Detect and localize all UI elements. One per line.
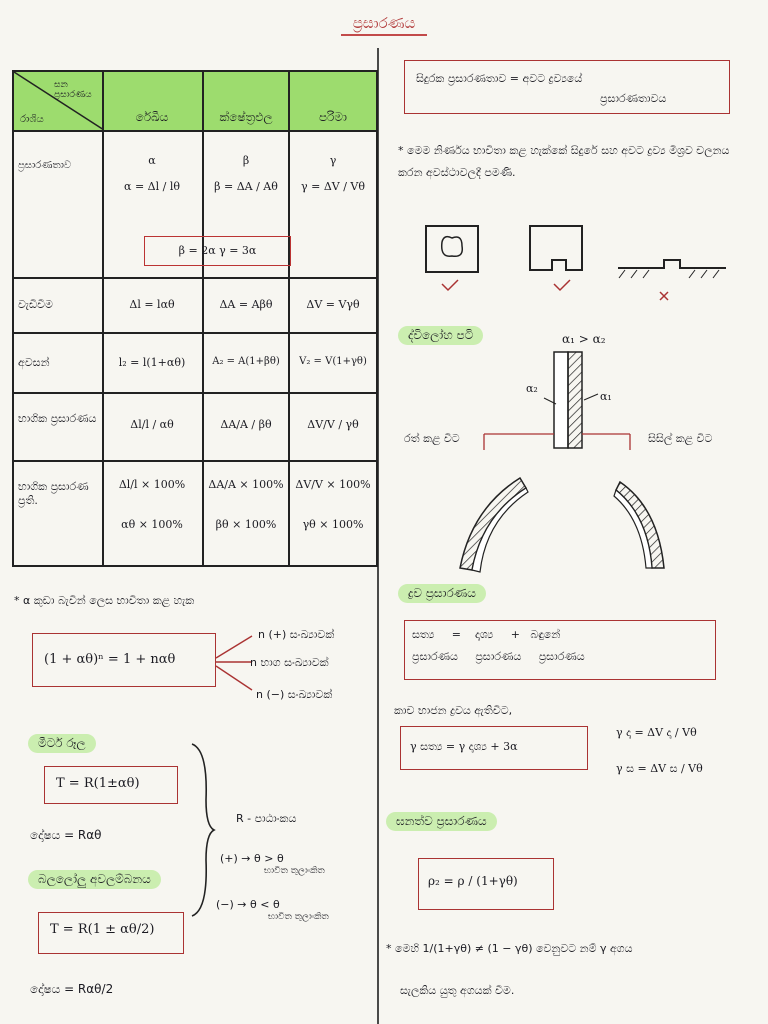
cell-gamma-formula: γ = ΔV / Vθ [301,180,365,193]
alpha-2-label: α₂ [526,382,538,395]
row-label-increase: වැඩිවීම [18,298,53,311]
heated-label: රත් කළ විට [404,432,460,445]
meter-rule-label: මීටර් රූල [28,734,96,753]
pendulum-formula: T = R(1 ± αθ/2) [50,922,155,937]
gamma-apparent: γ දෘ = ΔV දෘ / Vθ [616,726,697,739]
plus-case: (+) → θ > θ [220,852,284,865]
cell-linear-final: l₂ = l(1+αθ) [118,356,186,369]
n-fraction: n භාග සංඛ්‍යාවක් [250,656,329,669]
cell-beta-formula: β = ΔA / Aθ [214,180,278,193]
hollow-note: * මෙම නිර්ණය භාවිතා කළ හැක්කේ සිදුරේ සහ අවට ද්‍රව්‍ය මිශ්‍රව චලනය කරන අවස්ථාවලදී පමණි. [398,144,730,179]
liquid-expansion-label: ද්‍රව ප්‍රසාරණය [398,584,486,603]
cell-area-fractional: ΔA/A / βθ [220,418,272,431]
density-label: ඝනත්ව ප්‍රසාරණය [386,812,497,831]
bimetal-label: ද්විලෝහ පටි [398,326,483,345]
cell-linear-fractional: Δl/l / αθ [130,418,174,431]
cell-volume-increase: ΔV = Vγθ [306,298,360,311]
bent-strips [440,468,730,574]
cell-area-pct: ΔA/A × 100% [208,478,284,491]
cell-alpha-formula: α = Δl / lθ [124,180,180,193]
n-positive: n (+) සංඛ්‍යාවක් [258,628,335,641]
final-note-2: සැලකිය යුතු අගයක් වීම. [400,984,515,997]
cell-area-increase: ΔA = Aβθ [219,298,273,311]
hollow-box-line-2: ප්‍රසාරණතාවය [600,92,667,105]
alpha-note: * α කුඩා බැවින් ලෙස භාවිතා කළ හැක [14,594,195,607]
cell-area-pct2: βθ × 100% [215,518,277,531]
row-label-coefficient: ප්‍රසාරණතාව [18,160,72,171]
n-negative: n (−) සංඛ්‍යාවක් [256,688,333,701]
cell-alpha: α [148,154,156,167]
cell-linear-pct2: αθ × 100% [121,518,183,531]
gamma-real: γ ස = ΔV ස / Vθ [616,762,703,775]
minus-sub: භාවිත තුලාංකිත [268,912,329,922]
row-label-final: අවසන් [18,356,50,369]
cell-volume-pct2: γθ × 100% [302,518,364,531]
error-1: දෝෂය = Rαθ [30,828,102,842]
row-label-percentage: භාගික ප්‍රසාරණ ප්‍රති. [18,480,89,507]
vessel-note: කාච භාජන ද්‍රවය ඇතිවිට, [394,704,513,717]
relation-box: β = 2α γ = 3α [144,236,291,266]
row-label-fractional: භාගික ප්‍රසාරණය [18,412,97,425]
final-note-1: * මෙහි 1/(1+γθ) ≠ (1 − γθ) වෙනුවට නම් γ අගය [386,942,633,955]
formula-table [12,70,378,567]
plus-sub: භාවිත තුලාංකිත [264,866,325,876]
binomial-formula: (1 + αθ)ⁿ = 1 + nαθ [44,652,176,667]
alpha-relation: α₁ > α₂ [562,332,606,346]
page-title: ප්‍රසාරණය [0,14,768,32]
hollow-box-line-1: සිදුරක ප්‍රසාරණතාව = අවට ද්‍රව්‍යයේ [416,72,583,85]
corner-bottom-label: රාශිය [20,114,44,125]
cell-beta: β [242,154,250,167]
brace [188,740,218,920]
alpha-1-label: α₁ [600,390,612,403]
real-eq-line-1: සත්‍ය = දෘශ්‍ය + බඳුනේ [412,628,561,641]
gamma-relation: γ සත්‍ය = γ දෘශ්‍ය + 3α [410,740,518,753]
error-2: දෝෂය = Rαθ/2 [30,982,114,996]
cell-area-final: A₂ = A(1+βθ) [212,356,280,367]
cell-volume-pct: ΔV/V × 100% [295,478,371,491]
minus-case: (−) → θ < θ [216,898,280,911]
pendulum-label: බලලෝලු අවලම්බනය [28,870,161,889]
meter-formula: T = R(1±αθ) [56,776,140,791]
col-area: ක්ෂේත්‍රඵල [219,110,273,124]
corner-top-label: සන ප්‍රසාරණය [54,80,92,100]
col-linear: රේඛීය [135,110,169,124]
density-formula: ρ₂ = ρ / (1+γθ) [428,874,518,888]
hollow-box [404,60,730,114]
hollow-sketches [420,222,740,302]
cell-linear-pct: Δl/l × 100% [118,478,186,491]
cell-gamma: γ [329,154,337,167]
cooled-label: සිසිල් කළ විට [648,432,713,445]
cell-linear-increase: Δl = lαθ [129,298,175,311]
bimetal-strip [480,346,680,470]
real-eq-line-2: ප්‍රසාරණය ප්‍රසාරණය ප්‍රසාරණය [412,650,585,663]
col-volume: පරිමා [319,110,347,124]
cell-volume-final: V₂ = V(1+γθ) [299,356,367,367]
r-reading: R - පාඨාංකය [236,812,297,825]
cell-volume-fractional: ΔV/V / γθ [307,418,359,431]
